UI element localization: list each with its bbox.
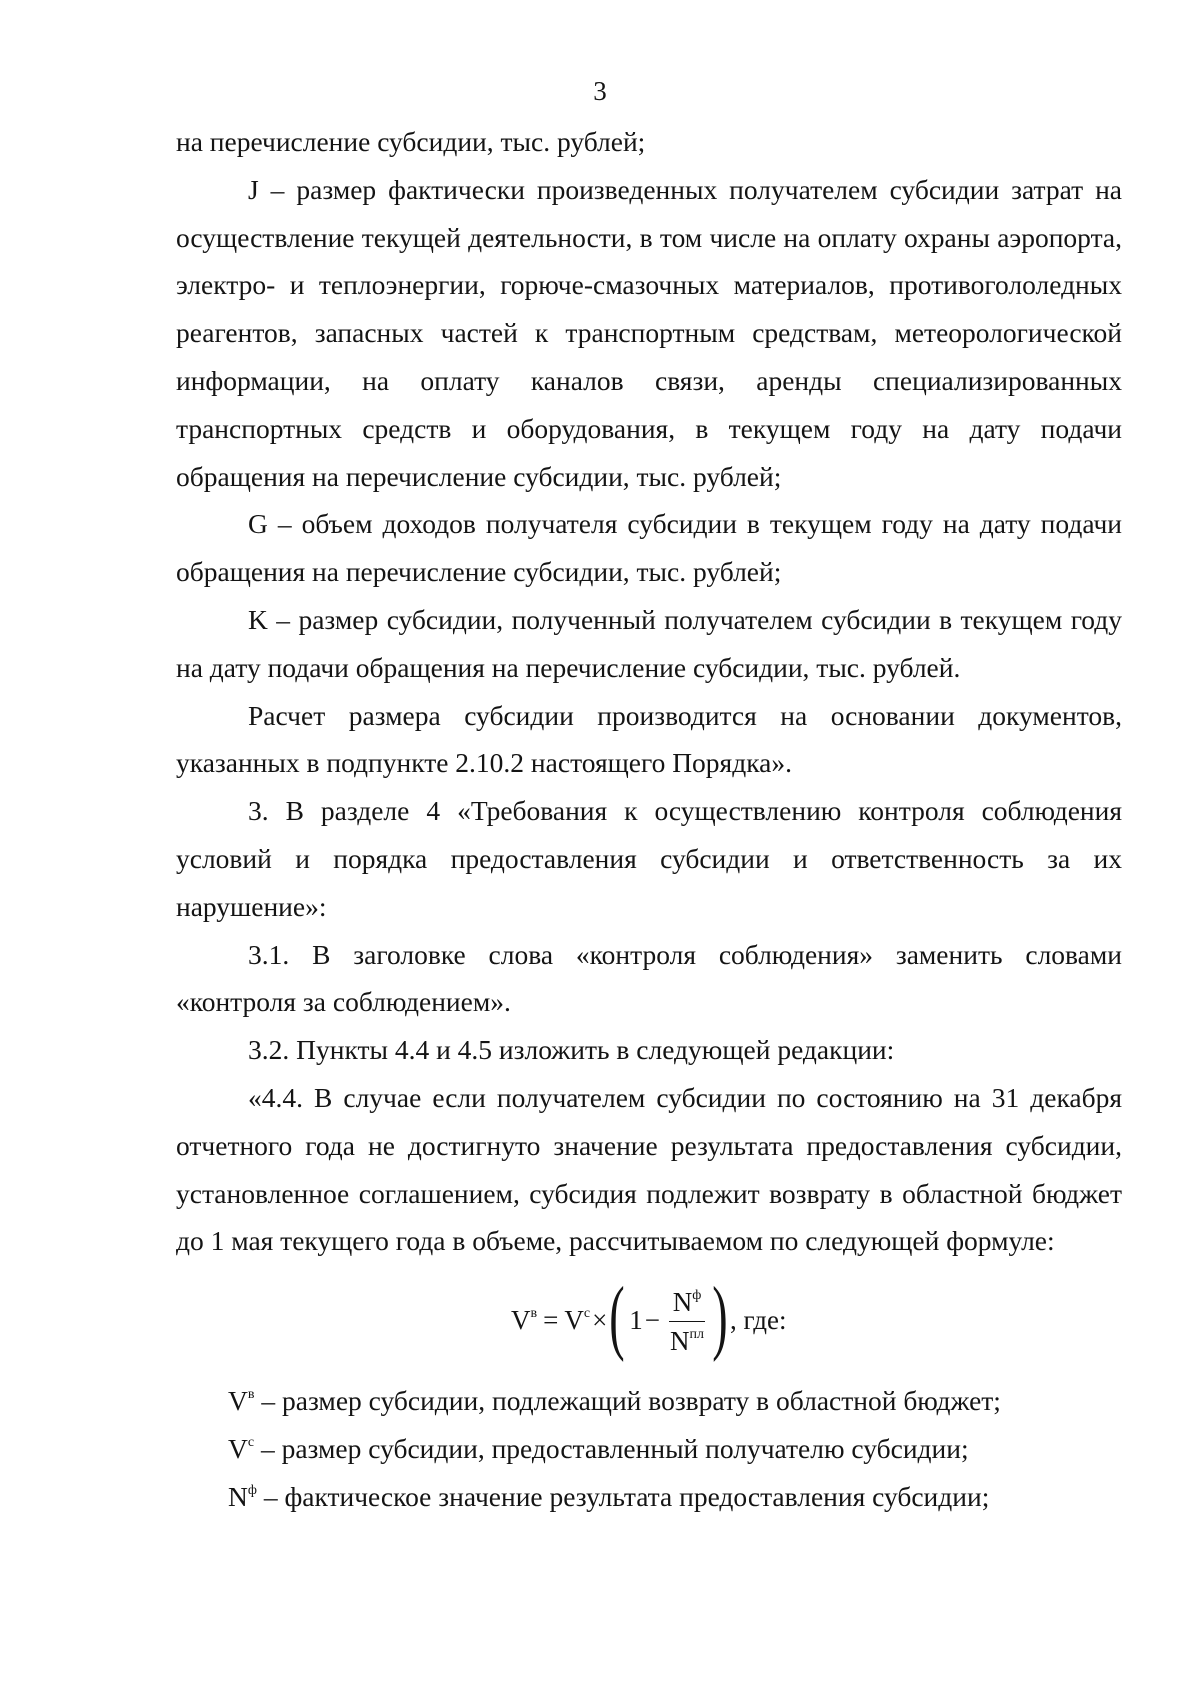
formula-equals: =	[543, 1305, 559, 1336]
formula-subsidy-volume: $V^с$	[564, 1305, 591, 1336]
formula-definitions	[176, 1377, 1122, 1520]
paragraph-g-definition: G – объем доходов получателя субсидии в текущем году на дату подачи обращения на перечисление субсидии, тыс. рублей;	[176, 508, 1122, 588]
definition-provided-volume: $V^с$ – размер субсидии, предоставленный получателю субсидии;	[228, 1432, 969, 1464]
formula-numerator: $N^ф$	[669, 1285, 706, 1322]
formula-close-paren: )	[712, 1270, 728, 1364]
refund-formula	[511, 1270, 787, 1367]
definition-actual-result: $N^ф$ – фактическое значение результата предоставления субсидии;	[228, 1480, 990, 1512]
formula-block	[176, 1269, 1122, 1375]
paragraph-section-3-1: 3.1. В заголовке слова «контроля соблюдения» заменить словами «контроля за соблюдением».	[176, 938, 1122, 1018]
paragraph-point-4-4: «4.4. В случае если получателем субсидии по состоянию на 31 декабря отчетного года не достигнуто значение результата предоставления субсидии, установленное соглашением, субсидия подлежит возврату в областной бюджет до 1 мая текущего года в объеме, рассчитываемом по следующей формуле:	[176, 1081, 1122, 1257]
paragraph-k-definition: K – размер субсидии, полученный получателем субсидии в текущем году на дату подачи обращения на перечисление субсидии, тыс. рублей.	[176, 603, 1122, 683]
formula-suffix: , где:	[730, 1305, 787, 1336]
formula-open-paren: (	[609, 1270, 626, 1364]
formula-minus: −	[644, 1305, 661, 1336]
paragraph-continuation: на перечисление субсидии, тыс. рублей;	[176, 126, 646, 157]
definition-refund-volume: $V^в$ – размер субсидии, подлежащий возврату в областной бюджет;	[228, 1385, 1001, 1417]
formula-one: 1	[629, 1305, 643, 1336]
paragraph-calculation-basis: Расчет размера субсидии производится на основании документов, указанных в подпункте 2.10.2 настоящего Порядка».	[176, 699, 1122, 779]
paragraph-section-3-2: 3.2. Пункты 4.4 и 4.5 изложить в следующей редакции:	[248, 1034, 895, 1066]
paragraph-section-3: 3. В разделе 4 «Требования к осуществлению контроля соблюдения условий и порядка предоставления субсидии и ответственность за их нарушение»:	[176, 795, 1122, 922]
page-number: 3	[593, 76, 607, 106]
paragraph-j-definition: J – размер фактически произведенных получателем субсидии затрат на осуществление текущей деятельности, в том числе на оплату охраны аэропорта, электро- и теплоэнергии, горюче-смазочных материалов, противогололедных реагентов, запасных частей к транспортным средствам, метеорологической информации, на оплату каналов связи, аренды специализированных транспортных средств и оборудования, в текущем году на дату подачи обращения на перечисление субсидии, тыс. рублей;	[176, 173, 1122, 492]
formula-denominator: $N^{пл}$	[670, 1325, 705, 1356]
document-body	[176, 118, 1122, 1521]
formula-lhs: $V^в$	[511, 1305, 538, 1336]
formula-fraction	[666, 1285, 708, 1358]
formula-times: ×	[592, 1305, 608, 1336]
